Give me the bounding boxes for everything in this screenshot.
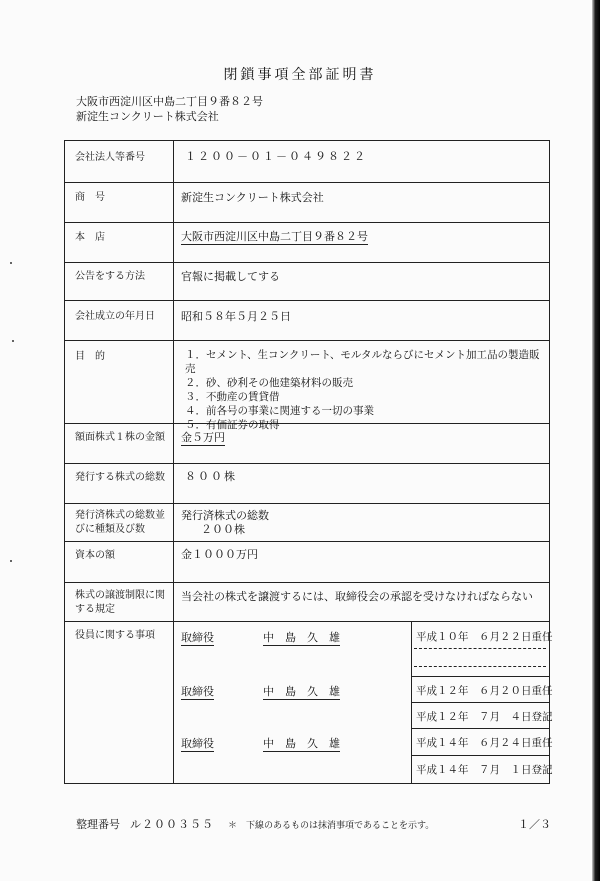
registration-divider: [412, 755, 550, 756]
par-value-text: 金５万円: [181, 431, 225, 444]
scan-speck: [10, 560, 12, 562]
corp-no-label: 会社法人等番号: [75, 152, 145, 163]
trade-name-value: 新淀生コンクリート株式会社: [181, 191, 324, 204]
authorized-label: 発行する株式の総数: [75, 472, 165, 483]
registration-entry: 平成１０年 ６月２２日重任: [416, 631, 553, 643]
registration-entry: 平成１４年 ７月 １日登記: [416, 764, 553, 776]
officer-title-text: 取締役: [181, 685, 214, 698]
purpose-item: １．セメント、生コンクリート、モルタルならびにセメント加工品の製造販売: [185, 349, 540, 375]
dashed-rule: [414, 648, 546, 649]
officer-title: [181, 631, 214, 644]
established-value: 昭和５８年５月２５日: [181, 310, 291, 323]
purpose-item: ３．不動産の賃貸借: [185, 391, 280, 403]
row-divider: [65, 222, 549, 223]
row-divider: [65, 182, 549, 183]
row-divider: [65, 262, 549, 263]
row-divider: [65, 541, 549, 542]
issued-value: ２００株: [201, 523, 245, 536]
label-column-divider: [173, 141, 174, 783]
page-number: １／３: [518, 818, 551, 831]
officer-name-text: 中 島 久 雄: [263, 737, 340, 750]
row-divider: [65, 300, 549, 301]
transfer-value: 当会社の株式を譲渡するには、取締役会の承認を受けなければならない: [181, 590, 533, 603]
officer-name: [263, 685, 340, 698]
row-divider: [65, 340, 549, 341]
purpose-item: ２．砂、砂利その他建築材料の販売: [185, 377, 353, 389]
officer-name-text: 中 島 久 雄: [263, 685, 340, 698]
capital-value: 金１０００万円: [181, 548, 258, 561]
header-address: 大阪市西淀川区中島二丁目９番８２号: [76, 95, 263, 108]
registration-divider: [412, 702, 550, 703]
officer-title: [181, 685, 214, 698]
dashed-rule: [414, 666, 546, 667]
trade-name-label: 商 号: [75, 192, 105, 203]
document-title: 閉鎖事項全部証明書: [223, 67, 377, 83]
transfer-label: 株式の譲渡制限に関する規定: [75, 590, 165, 615]
purpose-label: 目 的: [75, 351, 105, 362]
head-office-text: 大阪市西淀川区中島二丁目９番８２号: [181, 230, 368, 243]
scan-speck: [12, 340, 14, 342]
registration-entry: 平成１２年 ７月 ４日登記: [416, 711, 553, 723]
notice-value: 官報に掲載してする: [181, 270, 280, 283]
ref-number: ル２００３５５: [130, 818, 214, 831]
head-office-value: [181, 230, 368, 243]
officer-name: [263, 737, 340, 750]
purpose-item: ４．前各号の事業に関連する一切の事業: [185, 405, 374, 417]
officer-title-text: 取締役: [181, 631, 214, 644]
officers-label: 役員に関する事項: [75, 630, 155, 641]
footer-note: ＊ 下線のあるものは抹消事項であることを示す。: [228, 821, 435, 831]
ref-label: 整理番号: [76, 818, 120, 831]
established-label: 会社成立の年月日: [75, 311, 155, 322]
row-divider: [65, 463, 549, 464]
corp-no-value: １２００－０１－０４９８２２: [185, 150, 367, 163]
registration-entry: 平成１２年 ６月２０日重任: [416, 685, 553, 697]
par-value-value: [181, 431, 225, 444]
issued-title: 発行済株式の総数: [181, 509, 269, 522]
registration-entry: 平成１４年 ６月２４日重任: [416, 737, 553, 749]
notice-label: 公告をする方法: [75, 271, 145, 282]
issued-label: 発行済株式の総数並びに種類及び数: [75, 510, 165, 535]
registration-divider: [412, 676, 550, 677]
row-divider: [65, 582, 549, 583]
officer-name-text: 中 島 久 雄: [263, 631, 340, 644]
par-value-label: 額面株式１株の金額: [75, 432, 165, 443]
officer-registration-box: [411, 622, 553, 783]
row-divider: [65, 503, 549, 504]
scan-edge-shadow: [592, 0, 600, 881]
capital-label: 資本の額: [75, 550, 115, 561]
officer-title-text: 取締役: [181, 737, 214, 750]
header-company: 新淀生コンクリート株式会社: [76, 110, 219, 123]
registration-divider: [412, 728, 550, 729]
authorized-value: ８００株: [185, 470, 237, 483]
purpose-item: ５．有価証券の取得: [185, 419, 280, 431]
officer-title: [181, 737, 214, 750]
officer-name: [263, 631, 340, 644]
purpose-list: [185, 348, 549, 432]
head-office-label: 本 店: [75, 232, 105, 243]
register-table: [64, 140, 553, 784]
scan-speck: [10, 262, 12, 264]
